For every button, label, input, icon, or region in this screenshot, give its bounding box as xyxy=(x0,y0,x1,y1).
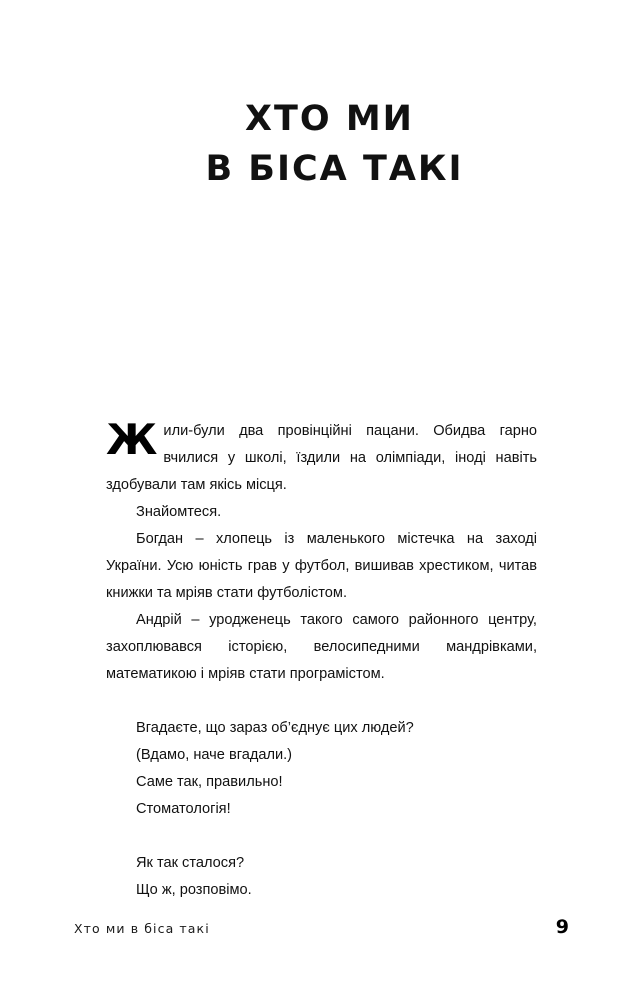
dialog-line-2: (Вдамо, наче вгадали.) xyxy=(136,747,293,763)
running-title: Хто ми в біса такі xyxy=(74,921,210,936)
paragraph-opening xyxy=(106,415,537,499)
dialog-line-3: Саме так, правильно! xyxy=(136,774,283,790)
dialog-block-1 xyxy=(106,715,537,823)
drop-cap-letter: Ж xyxy=(106,415,158,464)
paragraph-bohdan: Богдан – хлопець із маленького містечка на заході України. Усю юність грав у футбол, вишивав хрестиком, читав книжки та мріяв стати футболістом. xyxy=(106,531,537,601)
paragraph-andrii: Андрій – уродженець такого самого районного центру, захоплювався історією, велосипедними мандрівками, математикою і мріяв стати програмістом. xyxy=(106,612,537,682)
body-text xyxy=(106,415,537,904)
paragraph-introduce: Знайомтеся. xyxy=(136,504,222,520)
chapter-title-line-1: ХТО МИ xyxy=(245,99,414,139)
dialog-line-6: Що ж, розповімо. xyxy=(136,882,252,898)
chapter-title-line-2: В БІСА ТАКІ xyxy=(205,148,464,189)
page-number: 9 xyxy=(555,916,569,938)
dialog-line-5: Як так сталося? xyxy=(136,855,245,871)
dialog-block-2 xyxy=(106,850,537,904)
paragraph-opening-text: или-були два провінційні пацани. Обидва гарно вчилися у школі, їздили на олімпіади, іноді навіть здобували там якісь місця. xyxy=(106,423,537,493)
dialog-line-1: Вгадаєте, що зараз об’єднує цих людей? xyxy=(136,720,414,736)
page-footer xyxy=(74,916,569,938)
chapter-title xyxy=(0,95,643,194)
dialog-line-4: Стоматологія! xyxy=(136,801,231,817)
